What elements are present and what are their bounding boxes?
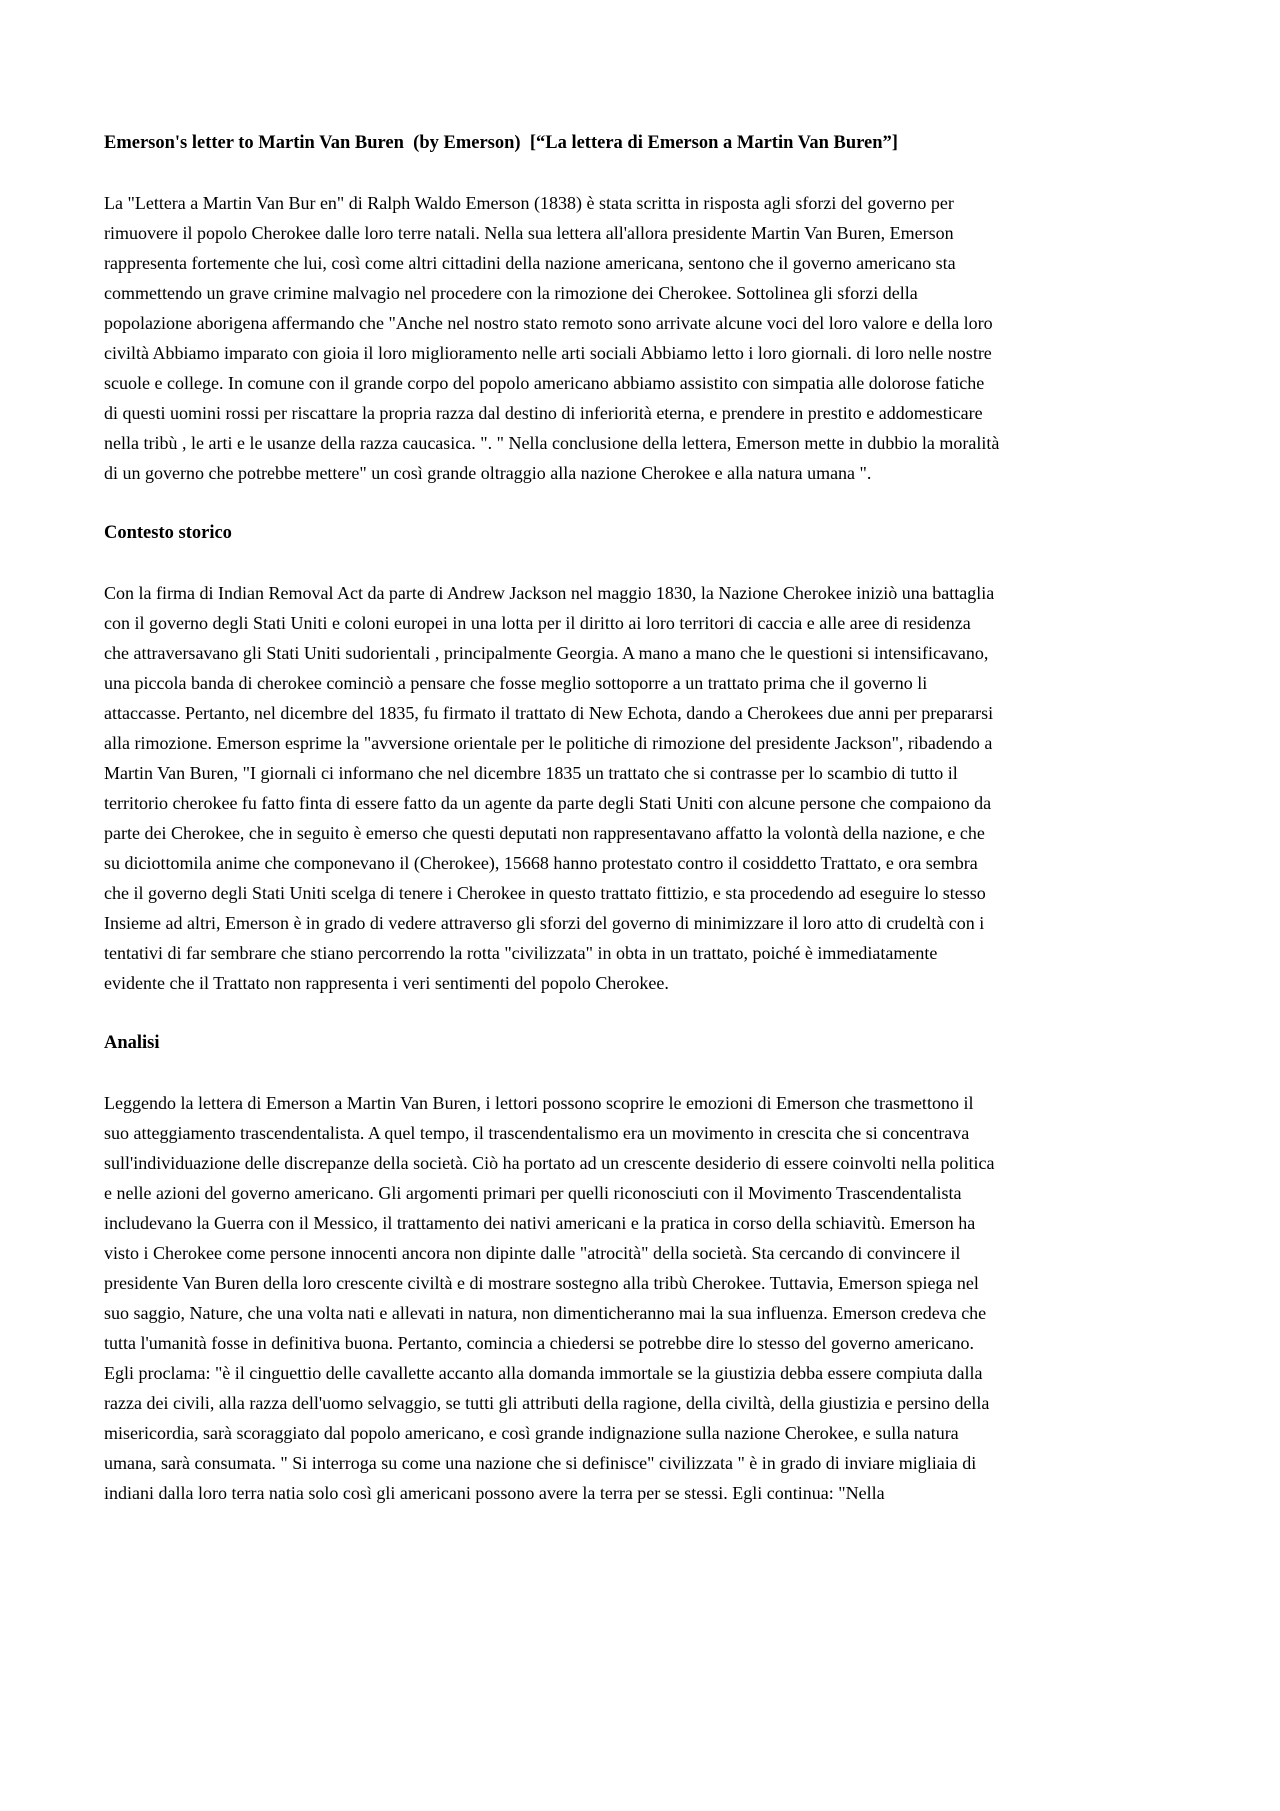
heading-analisi: Analisi — [104, 1033, 160, 1053]
intro-paragraph: La "Lettera a Martin Van Bur en" di Ralph Waldo Emerson (1838) è stata scritta in risposta agli sforzi del governo per rimuovere il popolo Cherokee dalle loro terre natali. Nella sua lettera all'allora presidente Martin Van Buren, Emerson rappresenta fortemente che lui, così come altri cittadini della nazione americana, sentono che il governo americano sta commettendo un grave crimine malvagio nel procedere con la rimozione dei Cherokee. Sottolinea gli sforzi della popolazione aborigena affermando che "Anche nel nostro stato remoto sono arrivate alcune voci del loro valore e della loro civiltà Abbiamo imparato con gioia il loro miglioramento nelle arti sociali Abbiamo letto i loro giornali. di loro nelle nostre scuole e college. In comune con il grande corpo del popolo americano abbiamo assistito con simpatia alle dolorose fatiche di questi uomini rossi per riscattare la propria razza dal destino di inferiorità eterna, e prendere in prestito e addomesticare nella tribù , le arti e le usanze della razza caucasica. ". " Nella conclusione della lettera, Emerson mette in dubbio la moralità di un governo che potrebbe mettere" un così grande oltraggio alla nazione Cherokee e alla natura umana ". — [104, 193, 1004, 483]
document-title: Emerson's letter to Martin Van Buren (by Emerson) [“La lettera di Emerson a Martin Van Buren”] — [104, 133, 898, 153]
heading-contesto-storico: Contesto storico — [104, 523, 232, 543]
paragraph-contesto-storico: Con la firma di Indian Removal Act da parte di Andrew Jackson nel maggio 1830, la Nazione Cherokee iniziò una battaglia con il governo degli Stati Uniti e coloni europei in una lotta per il diritto ai loro territori di caccia e alle aree di residenza che attraversavano gli Stati Uniti sudorientali , principalmente Georgia. A mano a mano che le questioni si intensificavano, una piccola banda di cherokee cominciò a pensare che fosse meglio sottoporre a un trattato prima che il governo li attaccasse. Pertanto, nel dicembre del 1835, fu firmato il trattato di New Echota, dando a Cherokees due anni per prepararsi alla rimozione. Emerson esprime la "avversione orientale per le politiche di rimozione del presidente Jackson", ribadendo a Martin Van Buren, "I giornali ci informano che nel dicembre 1835 un trattato che si contrasse per lo scambio di tutto il territorio cherokee fu fatto finta di essere fatto da un agente da parte degli Stati Uniti con alcune persone che compaiono da parte dei Cherokee, che in seguito è emerso che questi deputati non rappresentavano affatto la volontà della nazione, e che su diciottomila anime che componevano il (Cherokee), 15668 hanno protestato contro il cosiddetto Trattato, e ora sembra che il governo degli Stati Uniti scelga di tenere i Cherokee in questo trattato fittizio, e sta procedendo ad eseguire lo stesso Insieme ad altri, Emerson è in grado di vedere attraverso gli sforzi del governo di minimizzare il loro atto di crudeltà con i tentativi di far sembrare che stiano percorrendo la rotta "civilizzata" in obta in un trattato, poiché è immediatamente evidente che il Trattato non rappresenta i veri sentimenti del popolo Cherokee. — [104, 583, 999, 993]
paragraph-analisi: Leggendo la lettera di Emerson a Martin Van Buren, i lettori possono scoprire le emozioni di Emerson che trasmettono il suo atteggiamento trascendentalista. A quel tempo, il trascendentalismo era un movimento in crescita che si concentrava sull'individuazione delle discrepanze della società. Ciò ha portato ad un crescente desiderio di essere coinvolti nella politica e nelle azioni del governo americano. Gli argomenti primari per quelli riconosciuti con il Movimento Trascendentalista includevano la Guerra con il Messico, il trattamento dei nativi americani e la pratica in corso della schiavitù. Emerson ha visto i Cherokee come persone innocenti ancora non dipinte dalle "atrocità" della società. Sta cercando di convincere il presidente Van Buren della loro crescente civiltà e di mostrare sostegno alla tribù Cherokee. Tuttavia, Emerson spiega nel suo saggio, Nature, che una volta nati e allevati in natura, non dimenticheranno mai la sua influenza. Emerson credeva che tutta l'umanità fosse in definitiva buona. Pertanto, comincia a chiedersi se potrebbe dire lo stesso del governo americano. Egli proclama: "è il cinguettio delle cavallette accanto alla domanda immortale se la giustizia debba essere compiuta dalla razza dei civili, alla razza dell'uomo selvaggio, se tutti gli attributi della ragione, della civiltà, della giustizia e persino della misericordia, sarà scoraggiato dal popolo americano, e così grande indignazione sulla nazione Cherokee, e sulla natura umana, sarà consumata. " Si interroga su come una nazione che si definisce" civilizzata " è in grado di inviare migliaia di indiani dalla loro terra natia solo così gli americani possono avere la terra per se stessi. Egli continua: "Nella — [104, 1093, 999, 1503]
